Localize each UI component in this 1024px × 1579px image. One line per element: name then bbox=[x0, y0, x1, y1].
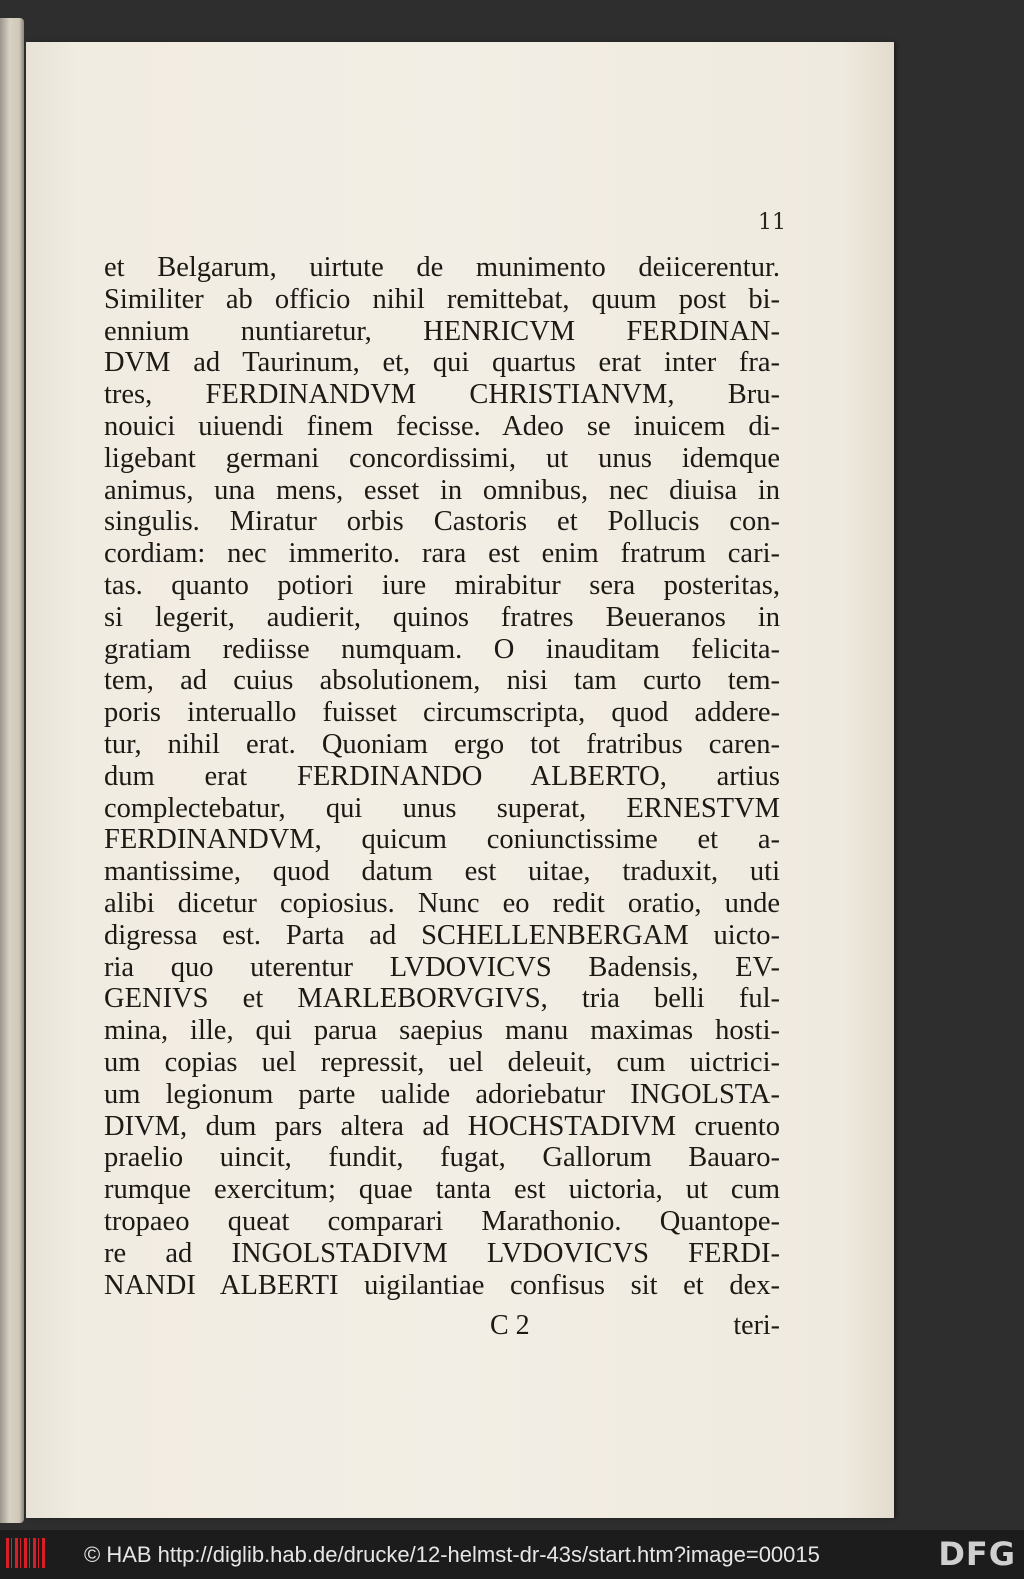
viewer-footer-bar bbox=[0, 1530, 1024, 1579]
left-page-edge bbox=[0, 18, 24, 1523]
text-line: tem, ad cuius absolutionem, nisi tam curto tem- bbox=[104, 665, 780, 697]
text-line: gratiam rediisse numquam. O inauditam felicita- bbox=[104, 633, 780, 665]
dfg-logo: DFG bbox=[938, 1535, 1016, 1573]
copyright-link[interactable]: © HAB http://diglib.hab.de/drucke/12-helmst-dr-43s/start.htm?image=00015 bbox=[84, 1542, 820, 1567]
text-line: mantissime, quod datum est uitae, traduxit, uti bbox=[104, 856, 780, 888]
text-line: um legionum parte ualide adoriebatur INGOLSTA- bbox=[104, 1078, 780, 1110]
text-line: nouici uiuendi finem fecisse. Adeo se inuicem di- bbox=[104, 410, 780, 442]
text-line: FERDINANDVM, quicum coniunctissime et a- bbox=[104, 824, 780, 856]
body-text bbox=[104, 252, 780, 1301]
text-line: GENIVS et MARLEBORVGIVS, tria belli ful- bbox=[104, 983, 780, 1015]
book-page bbox=[26, 42, 894, 1518]
hab-logo-icon bbox=[6, 1538, 46, 1568]
text-line: tur, nihil erat. Quoniam ergo tot fratribus caren- bbox=[104, 728, 780, 760]
text-line: DIVM, dum pars altera ad HOCHSTADIVM cruento bbox=[104, 1110, 780, 1142]
text-line: mina, ille, qui parua saepius manu maximas hosti- bbox=[104, 1015, 780, 1047]
page-number: 11 bbox=[758, 210, 786, 235]
text-line: digressa est. Parta ad SCHELLENBERGAM uicto- bbox=[104, 919, 780, 951]
text-line: animus, una mens, esset in omnibus, nec diuisa in bbox=[104, 474, 780, 506]
signature-mark: C 2 bbox=[490, 1310, 530, 1341]
text-line: NANDI ALBERTI uigilantiae confisus sit et dex- bbox=[104, 1269, 780, 1301]
text-line: DVM ad Taurinum, et, qui quartus erat inter fra- bbox=[104, 347, 780, 379]
text-line: rumque exercitum; quae tanta est uictoria, ut cum bbox=[104, 1174, 780, 1206]
text-line: tres, FERDINANDVM CHRISTIANVM, Bru- bbox=[104, 379, 780, 411]
text-line: praelio uincit, fundit, fugat, Gallorum Bauaro- bbox=[104, 1142, 780, 1174]
text-line: Similiter ab officio nihil remittebat, quum post bi- bbox=[104, 283, 780, 315]
text-line: complectebatur, qui unus superat, ERNESTVM bbox=[104, 792, 780, 824]
text-line: um copias uel repressit, uel deleuit, cum uictrici- bbox=[104, 1046, 780, 1078]
text-line: tas. quanto potiori iure mirabitur sera posteritas, bbox=[104, 569, 780, 601]
catchword: teri- bbox=[733, 1310, 780, 1341]
text-line: ria quo uterentur LVDOVICVS Badensis, EV- bbox=[104, 951, 780, 983]
text-line: et Belgarum, uirtute de munimento deiicerentur. bbox=[104, 252, 780, 283]
text-line: poris interuallo fuisset circumscripta, quod addere- bbox=[104, 697, 780, 729]
text-line: tropaeo queat comparari Marathonio. Quantope- bbox=[104, 1205, 780, 1237]
text-line: re ad INGOLSTADIVM LVDOVICVS FERDI- bbox=[104, 1237, 780, 1269]
text-line: ligebant germani concordissimi, ut unus idemque bbox=[104, 442, 780, 474]
text-line: singulis. Miratur orbis Castoris et Pollucis con- bbox=[104, 506, 780, 538]
text-line: ennium nuntiaretur, HENRICVM FERDINAN- bbox=[104, 315, 780, 347]
text-line: si legerit, audierit, quinos fratres Beueranos in bbox=[104, 601, 780, 633]
text-line: dum erat FERDINANDO ALBERTO, artius bbox=[104, 760, 780, 792]
text-line: cordiam: nec immerito. rara est enim fratrum cari- bbox=[104, 538, 780, 570]
text-line: alibi dicetur copiosius. Nunc eo redit oratio, unde bbox=[104, 887, 780, 919]
page-footer bbox=[104, 1310, 780, 1344]
